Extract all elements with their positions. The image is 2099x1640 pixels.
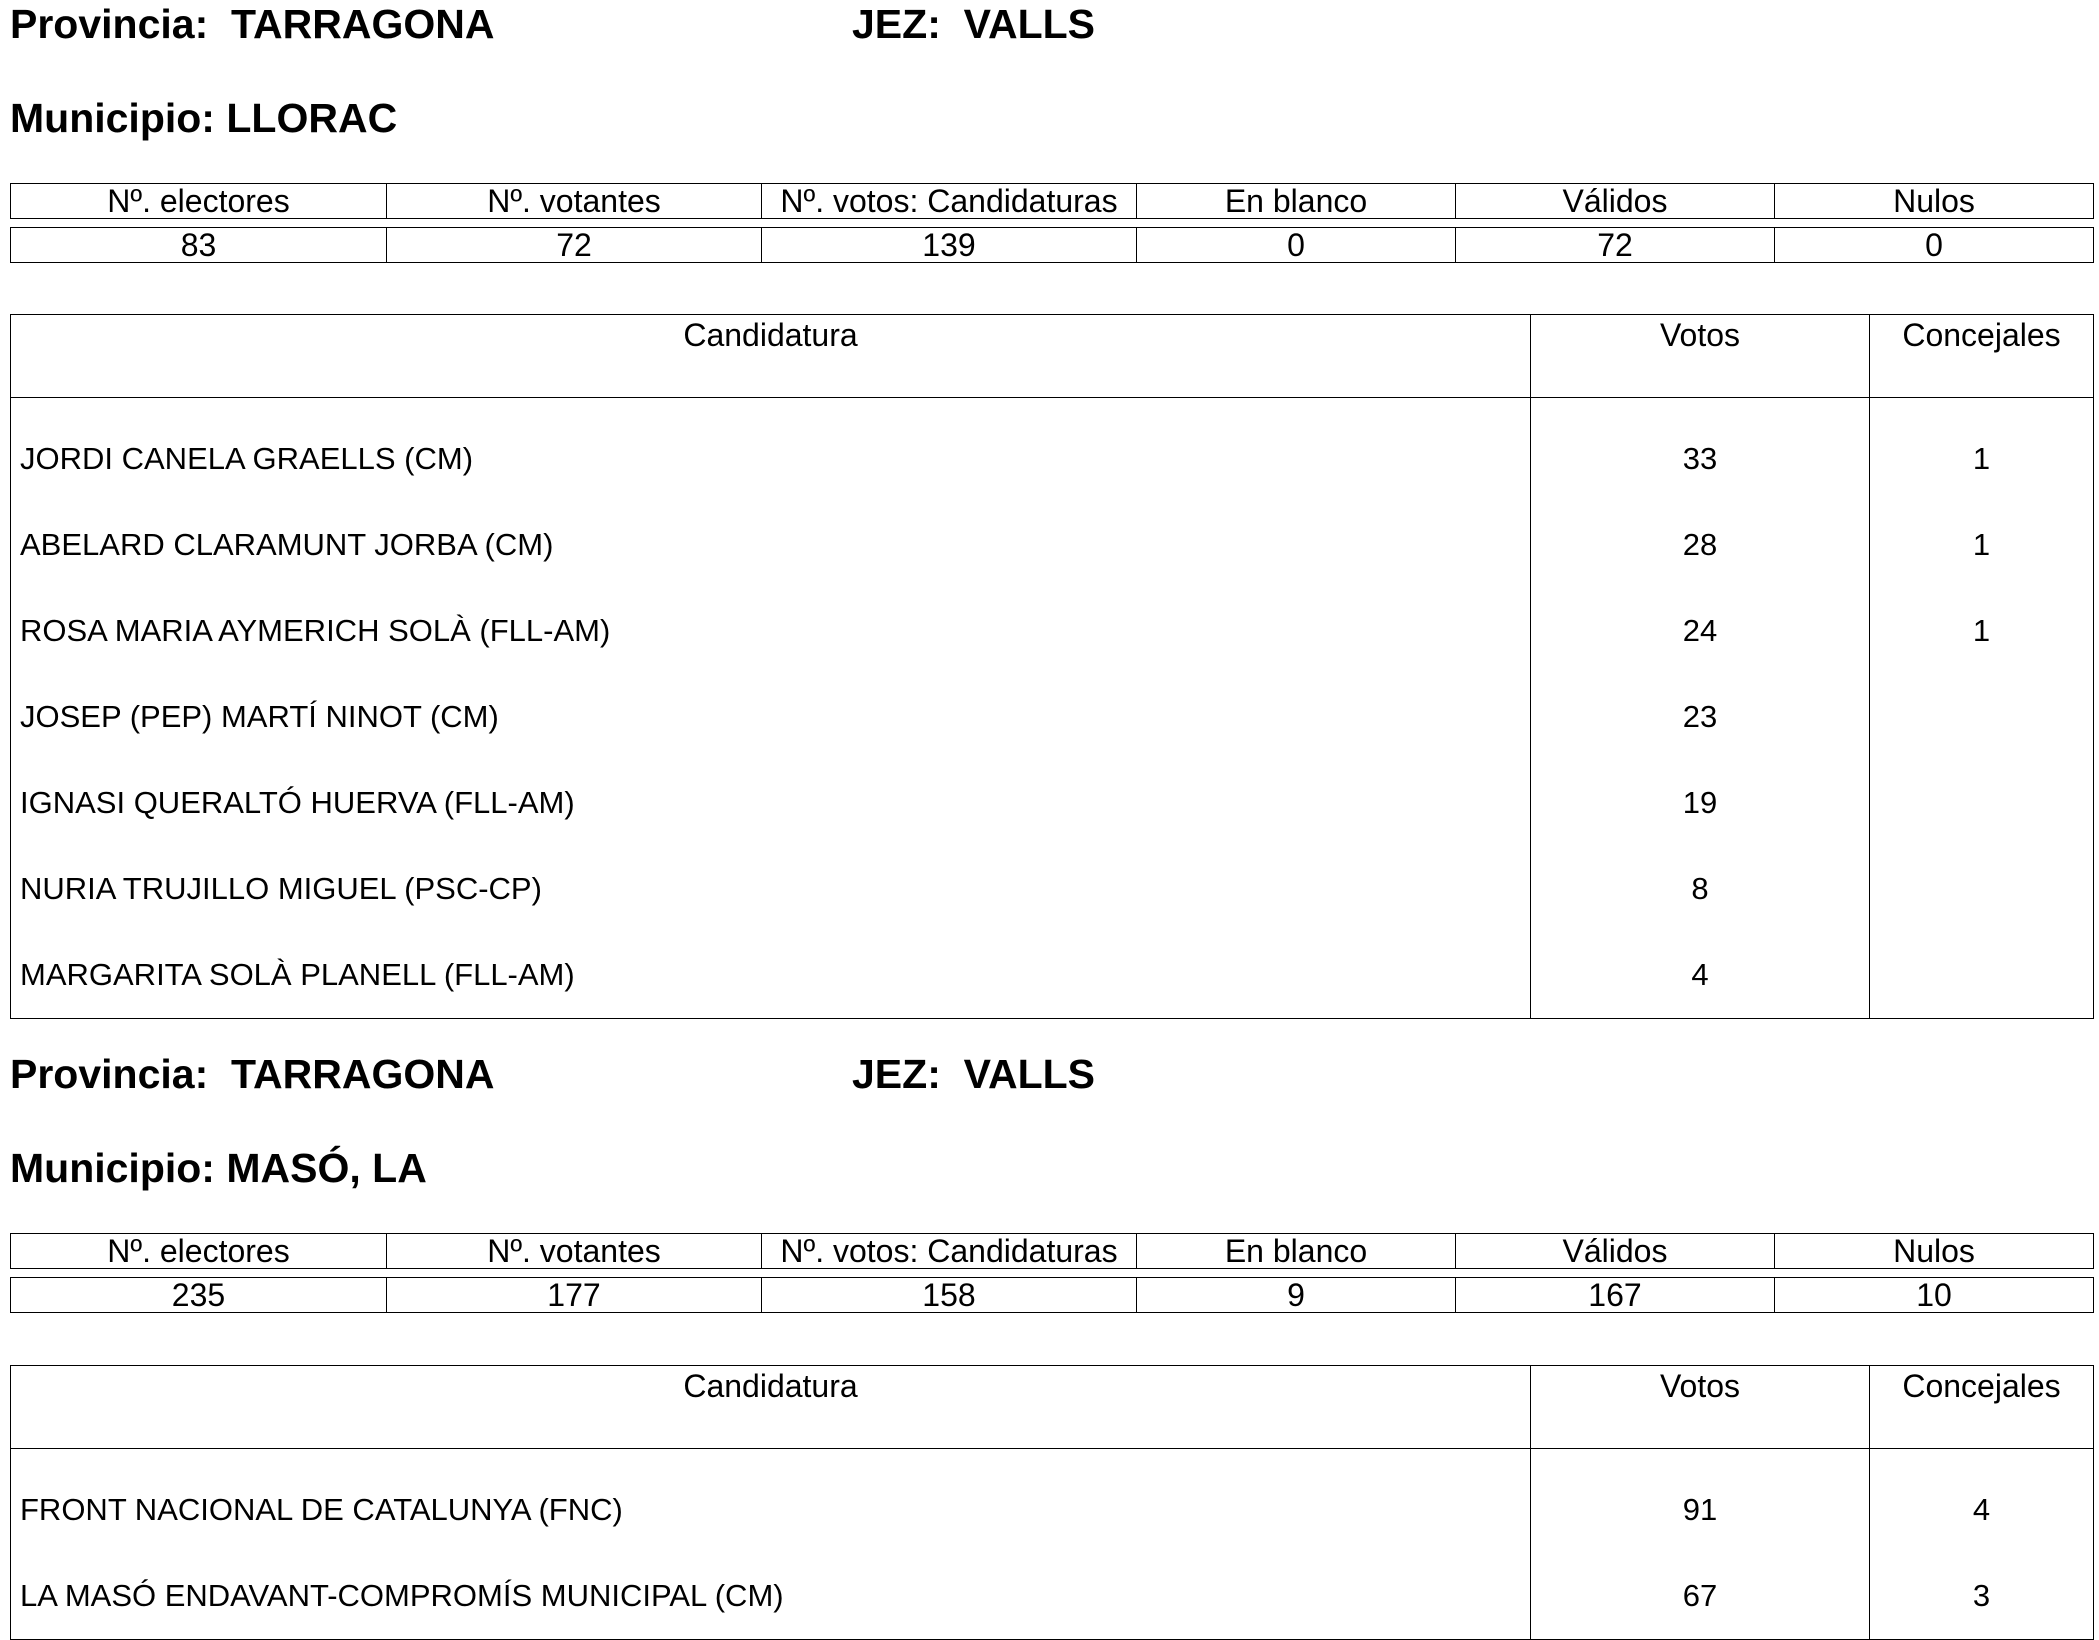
stat-value-votantes: 72 bbox=[387, 228, 762, 263]
header-candidatura: Candidatura bbox=[11, 315, 1531, 398]
candidate-concejales: 1 bbox=[1870, 398, 2094, 503]
jez-value: VALLS bbox=[963, 1, 1096, 47]
candidate-votos: 19 bbox=[1531, 760, 1870, 846]
stat-value-electores: 83 bbox=[11, 228, 387, 263]
candidates-header-row bbox=[11, 1366, 2094, 1449]
municipio-heading bbox=[10, 1144, 427, 1192]
stat-header-electores: Nº. electores bbox=[11, 1234, 387, 1269]
candidate-concejales bbox=[1870, 760, 2094, 846]
jez-value: VALLS bbox=[963, 1051, 1096, 1097]
jez-label: JEZ: bbox=[852, 1051, 941, 1097]
candidate-name: MARGARITA SOLÀ PLANELL (FLL-AM) bbox=[11, 932, 1531, 1019]
provincia-label: Provincia: bbox=[10, 1, 209, 47]
candidates-header-row bbox=[11, 315, 2094, 398]
candidate-concejales bbox=[1870, 674, 2094, 760]
candidate-name: IGNASI QUERALTÓ HUERVA (FLL-AM) bbox=[11, 760, 1531, 846]
stat-header-electores: Nº. electores bbox=[11, 184, 387, 219]
candidate-concejales: 4 bbox=[1870, 1449, 2094, 1554]
table-row bbox=[11, 502, 2094, 588]
provincia-value: TARRAGONA bbox=[231, 1051, 495, 1097]
candidate-concejales: 3 bbox=[1870, 1553, 2094, 1640]
stats-header-table bbox=[10, 183, 2094, 219]
stat-header-votantes: Nº. votantes bbox=[387, 1234, 762, 1269]
stats-values-table bbox=[10, 1277, 2094, 1313]
municipio-heading bbox=[10, 94, 397, 142]
candidate-votos: 91 bbox=[1531, 1449, 1870, 1554]
candidate-name: NURIA TRUJILLO MIGUEL (PSC-CP) bbox=[11, 846, 1531, 932]
stat-header-votos-candidaturas: Nº. votos: Candidaturas bbox=[762, 1234, 1137, 1269]
provincia-heading bbox=[10, 0, 494, 48]
stat-value-nulos: 10 bbox=[1775, 1278, 2094, 1313]
provincia-heading bbox=[10, 1050, 494, 1098]
stat-value-en-blanco: 9 bbox=[1137, 1278, 1456, 1313]
municipio-label: Municipio: bbox=[10, 95, 215, 141]
stats-values-row bbox=[11, 228, 2094, 263]
stat-value-votos-candidaturas: 158 bbox=[762, 1278, 1137, 1313]
stat-value-votantes: 177 bbox=[387, 1278, 762, 1313]
stat-value-en-blanco: 0 bbox=[1137, 228, 1456, 263]
provincia-value: TARRAGONA bbox=[231, 1, 495, 47]
municipio-value: LLORAC bbox=[226, 95, 398, 141]
candidate-name: ABELARD CLARAMUNT JORBA (CM) bbox=[11, 502, 1531, 588]
candidate-name: ROSA MARIA AYMERICH SOLÀ (FLL-AM) bbox=[11, 588, 1531, 674]
stats-values-row bbox=[11, 1278, 2094, 1313]
candidate-concejales bbox=[1870, 846, 2094, 932]
header-concejales: Concejales bbox=[1870, 315, 2094, 398]
header-concejales: Concejales bbox=[1870, 1366, 2094, 1449]
stats-header-table bbox=[10, 1233, 2094, 1269]
stats-header-row bbox=[11, 1234, 2094, 1269]
candidate-concejales: 1 bbox=[1870, 502, 2094, 588]
stat-header-validos: Válidos bbox=[1456, 1234, 1775, 1269]
candidate-votos: 24 bbox=[1531, 588, 1870, 674]
stat-value-electores: 235 bbox=[11, 1278, 387, 1313]
candidate-name: LA MASÓ ENDAVANT-COMPROMÍS MUNICIPAL (CM) bbox=[11, 1553, 1531, 1640]
stat-value-votos-candidaturas: 139 bbox=[762, 228, 1137, 263]
candidate-name: JOSEP (PEP) MARTÍ NINOT (CM) bbox=[11, 674, 1531, 760]
stat-header-votantes: Nº. votantes bbox=[387, 184, 762, 219]
provincia-label: Provincia: bbox=[10, 1051, 209, 1097]
table-row bbox=[11, 1449, 2094, 1554]
stats-header-row bbox=[11, 184, 2094, 219]
jez-label: JEZ: bbox=[852, 1, 941, 47]
header-candidatura: Candidatura bbox=[11, 1366, 1531, 1449]
stat-header-en-blanco: En blanco bbox=[1137, 1234, 1456, 1269]
candidate-name: JORDI CANELA GRAELLS (CM) bbox=[11, 398, 1531, 503]
candidate-concejales: 1 bbox=[1870, 588, 2094, 674]
candidates-table bbox=[10, 1365, 2094, 1640]
candidates-table bbox=[10, 314, 2094, 1019]
jez-heading bbox=[852, 0, 1095, 48]
candidate-votos: 33 bbox=[1531, 398, 1870, 503]
stat-value-validos: 167 bbox=[1456, 1278, 1775, 1313]
table-row bbox=[11, 846, 2094, 932]
candidate-name: FRONT NACIONAL DE CATALUNYA (FNC) bbox=[11, 1449, 1531, 1554]
table-row bbox=[11, 1553, 2094, 1640]
table-row bbox=[11, 588, 2094, 674]
stat-header-nulos: Nulos bbox=[1775, 184, 2094, 219]
stat-header-validos: Válidos bbox=[1456, 184, 1775, 219]
stat-value-validos: 72 bbox=[1456, 228, 1775, 263]
stat-header-nulos: Nulos bbox=[1775, 1234, 2094, 1269]
candidate-votos: 4 bbox=[1531, 932, 1870, 1019]
stat-header-votos-candidaturas: Nº. votos: Candidaturas bbox=[762, 184, 1137, 219]
stat-header-en-blanco: En blanco bbox=[1137, 184, 1456, 219]
municipio-label: Municipio: bbox=[10, 1145, 215, 1191]
table-row bbox=[11, 760, 2094, 846]
candidate-votos: 28 bbox=[1531, 502, 1870, 588]
stats-values-table bbox=[10, 227, 2094, 263]
municipio-value: MASÓ, LA bbox=[226, 1145, 427, 1191]
header-votos: Votos bbox=[1531, 1366, 1870, 1449]
table-row bbox=[11, 674, 2094, 760]
candidate-votos: 23 bbox=[1531, 674, 1870, 760]
candidate-votos: 8 bbox=[1531, 846, 1870, 932]
table-row bbox=[11, 398, 2094, 503]
stat-value-nulos: 0 bbox=[1775, 228, 2094, 263]
candidate-concejales bbox=[1870, 932, 2094, 1019]
table-row bbox=[11, 932, 2094, 1019]
jez-heading bbox=[852, 1050, 1095, 1098]
candidate-votos: 67 bbox=[1531, 1553, 1870, 1640]
header-votos: Votos bbox=[1531, 315, 1870, 398]
